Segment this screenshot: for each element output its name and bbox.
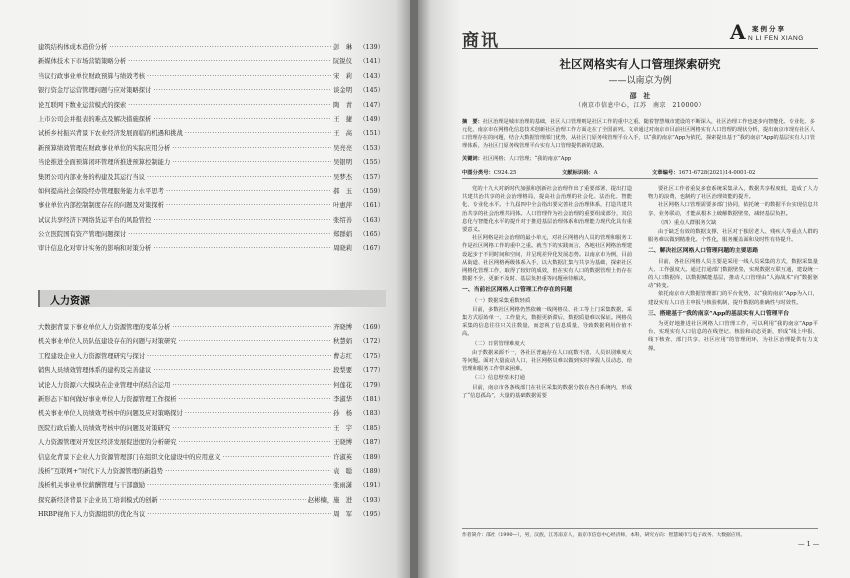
abstract-text: 社区治理是城市治理的基础，社区人口管理则是社区工作的重中之重。随着智慧城市建设的不断深入，社区治理工作也逐步向智能化、专业化、多元化，南京市在网格化信息技术创新社区治理工作方面走在了全国前列。文章通过对南京市目前社区网格实有人口管理的现状分析，提出南京市现有社区人口管理存在的问题，结合大数据管理部门优势，从社区门原务线管理平台入手，以“我的南京”App为依托，探索提出基于“我的南京”App的基层实有人口管理体系，为社区门原务线管理平台实有人口管理提供新的思路。 bbox=[462, 119, 816, 149]
toc-author: 陶 青 bbox=[333, 101, 352, 109]
toc-title: 浅析机关事业单位薪酬管理与干部激励 bbox=[38, 482, 146, 490]
toc-entry[interactable] bbox=[38, 394, 384, 408]
toc-author: 王 宇 bbox=[333, 424, 352, 432]
section-heading: 一、当前社区网格人口管理工作存在的问题 bbox=[462, 287, 573, 294]
section-title: 人力资源 bbox=[50, 296, 90, 307]
toc-page: （161） bbox=[359, 202, 384, 210]
toc-page: （139） bbox=[359, 44, 384, 51]
toc-title: 事业单位内部控制制度存在的问题及对策探析 bbox=[38, 202, 164, 210]
toc-author: 袁 聪 bbox=[333, 467, 352, 475]
body-paragraph: 目前，各社区网格人员主要是采用一线人员采集的方式，数据采集量大、工作强度大。通过打通部门数据壁垒，实现数据互联互通，建设统一的人口数据库，以数据赋能基层，推动人口管理由“人海战术”向“数据驱动”转变。 bbox=[648, 258, 818, 290]
toc-page: （147） bbox=[359, 101, 384, 109]
toc-title: 集团公司内部业务的构建及其运行当议 bbox=[38, 173, 146, 181]
toc-entry[interactable] bbox=[38, 380, 384, 394]
toc-page: （155） bbox=[359, 159, 384, 167]
toc-title: 试析乡村振兴背景下农业经济发展面临的机遇和挑战 bbox=[38, 130, 183, 138]
toc-title: 信息化背景下企业人力资源管理部门在组织文化建设中的应用意义 bbox=[38, 453, 221, 461]
subsection-heading: （三）信息壁垒未打通 bbox=[472, 375, 525, 382]
toc-title: 人力资源管理对开发区经济发展促进度的分析研究 bbox=[38, 439, 177, 447]
toc-entry[interactable] bbox=[38, 85, 384, 99]
toc-page: （181） bbox=[359, 395, 384, 403]
toc-title: HRBP视角下人力资源组织的优化当议 bbox=[38, 511, 146, 519]
toc-entry[interactable] bbox=[38, 42, 384, 56]
toc-leader bbox=[147, 73, 331, 80]
body-paragraph: 党的十九大对新时代加强和创新社会治理作出了重要部署，提出打造共建共治共享的社会治理格局，提高社会治理的社会化、法治化、智能化、专业化水平。十九届四中全会指出要完善社会治理体系，打造共建共治共享的社会治理共同体。人口管理作为社会治理的重要组成部分，其信息化与智能化水平的提升对于推进基层治理体系和治理能力现代化具有重要意义。 bbox=[462, 186, 632, 234]
body-paragraph: 目前，南京市各条线部门在社区采集的数据分散在各自系统内，形成了“信息孤岛”，大量的基础数据需要 bbox=[462, 384, 632, 399]
toc-page: （185） bbox=[359, 424, 384, 432]
logo-en: N LI FEN XIANG bbox=[748, 35, 804, 42]
toc-title: 探究新经济背景下企业员工培训模式的创新 bbox=[38, 496, 158, 504]
toc-title: 工程建设企业人力资源管理研究与探讨 bbox=[38, 352, 146, 360]
article-subtitle: ——以南京为例 bbox=[608, 76, 672, 86]
toc-leader bbox=[153, 217, 331, 224]
toc-page: （177） bbox=[359, 367, 384, 375]
toc-leader bbox=[153, 245, 331, 252]
toc-author: 吴梦杰 bbox=[333, 173, 352, 181]
toc-page: （179） bbox=[359, 381, 384, 389]
toc-author: 张绍善 bbox=[333, 216, 352, 224]
toc-author: 齐晓博 bbox=[333, 324, 352, 331]
toc-author: 段梨要 bbox=[333, 367, 352, 375]
toc-title: 上市公司会并报表的难点及解决措施探析 bbox=[38, 115, 152, 123]
toc-title: 机关事业单位人员队伍建设存在的问题与对策研究 bbox=[38, 338, 177, 346]
toc-leader bbox=[172, 159, 331, 166]
toc-page: （193） bbox=[359, 496, 384, 504]
toc-entry[interactable] bbox=[38, 423, 384, 437]
toc-leader bbox=[128, 102, 331, 109]
author-footnote: 作者简介：邵社（1990—），男，汉族，江苏南京人，南京市信息中心经济师，本科，研究方向：智慧城市与电子政务、大数据应用。 bbox=[462, 533, 746, 538]
toc-title: 大数据背景下事业单位人力资源管理的变革分析 bbox=[38, 324, 171, 331]
toc-entry[interactable] bbox=[38, 128, 384, 142]
brand-logo bbox=[730, 22, 826, 48]
toc-entry[interactable] bbox=[38, 243, 384, 257]
toc-title: 银行资金厅运营管理问题与应对策略探讨 bbox=[38, 87, 152, 95]
toc-title: 浅析“互联网+”时代下人力资源管理的新趋势 bbox=[38, 467, 164, 475]
toc-entry[interactable] bbox=[38, 215, 384, 229]
toc-entry[interactable] bbox=[38, 200, 384, 214]
abstract-label: 摘 要： bbox=[462, 119, 483, 125]
toc-leader bbox=[147, 174, 331, 181]
keywords-label: 关键词： bbox=[462, 156, 483, 162]
toc-title: 建筑结构体成本造价分析 bbox=[38, 44, 108, 51]
body-paragraph: 社区网格人口管理需要多部门协同，依托统一的数据平台实现信息共享、业务联动，才能从根本上破解数据壁垒，减轻基层负担。 bbox=[648, 202, 818, 217]
doc-code: 文献标识码：A bbox=[562, 170, 598, 176]
toc-entry[interactable] bbox=[38, 186, 384, 200]
toc-author: 宋 莉 bbox=[333, 72, 352, 80]
toc-list-top bbox=[38, 42, 384, 258]
toc-title: 试论人力资源六大模块在企业管理中的结合运用 bbox=[38, 381, 171, 389]
toc-entry[interactable] bbox=[38, 100, 384, 114]
toc-author: 郝 玉 bbox=[333, 187, 352, 195]
toc-author: 赵彬楠，施 进 bbox=[307, 496, 352, 504]
toc-title: 当议行政事业单位财政预算与绩效考核 bbox=[38, 72, 146, 80]
toc-page: （172） bbox=[359, 338, 384, 346]
toc-author: 许淑英 bbox=[333, 453, 352, 461]
toc-author: 李淑华 bbox=[333, 395, 352, 403]
toc-author: 秋慧娟 bbox=[333, 338, 352, 346]
toc-author: 吴银明 bbox=[333, 159, 352, 167]
toc-entry[interactable] bbox=[38, 322, 384, 336]
toc-entry[interactable] bbox=[38, 114, 384, 128]
toc-page: （141） bbox=[359, 58, 384, 66]
toc-author: 王 高 bbox=[333, 130, 352, 138]
toc-leader bbox=[128, 58, 331, 65]
toc-title: 机关事业单位人员绩效考核中的问题及应对策略探讨 bbox=[38, 410, 183, 418]
article-affiliation: （南京市信息中心，江苏 南京 210000） bbox=[575, 102, 705, 109]
toc-author: 孙 杨 bbox=[333, 410, 352, 418]
toc-entry[interactable] bbox=[38, 495, 384, 509]
subsection-heading: （一）数据采集重数轻质 bbox=[472, 297, 531, 304]
toc-entry[interactable] bbox=[38, 143, 384, 157]
toc-entry[interactable] bbox=[38, 172, 384, 186]
toc-page: （167） bbox=[359, 245, 384, 253]
body-paragraph: 要社区工作者重复多套系统采集录入，数据共享程度低，造成了人力物力的浪费，也制约了社区治理效能的提升。 bbox=[648, 186, 818, 201]
toc-page: （191） bbox=[359, 482, 384, 490]
toc-author: 叶惠萍 bbox=[333, 202, 352, 210]
page-number: — 1 — bbox=[798, 540, 820, 548]
left-page bbox=[0, 0, 412, 578]
logo-letter: A bbox=[730, 20, 746, 44]
toc-title: 新预算绩效管理在财政事业单位的实际应用分析 bbox=[38, 144, 171, 152]
toc-leader bbox=[160, 497, 306, 504]
toc-page: （157） bbox=[359, 173, 384, 181]
toc-entry[interactable] bbox=[38, 229, 384, 243]
body-paragraph: 依托南京市大数据管理部门的平台优势，以“我的南京”App为入口，建设实有人口自主申报与核验机制，提升数据的准确性与时效性。 bbox=[648, 291, 818, 306]
toc-author: 吴亮亮 bbox=[333, 144, 352, 152]
toc-leader bbox=[166, 202, 331, 209]
header-divider bbox=[462, 48, 818, 49]
toc-leader bbox=[179, 338, 332, 345]
keywords bbox=[462, 155, 818, 162]
toc-leader bbox=[153, 116, 331, 123]
toc-author: 彭 琳 bbox=[333, 44, 352, 51]
toc-leader bbox=[147, 511, 331, 518]
article-title: 社区网格实有人口管理探索研究 bbox=[559, 57, 721, 71]
subsection-heading: （二）日常管理难度大 bbox=[472, 340, 525, 347]
toc-title: 销售人员绩效管理体系的建构及完善建议 bbox=[38, 367, 152, 375]
subsection-heading: （四）重点人群服务欠缺 bbox=[658, 219, 717, 226]
toc-leader bbox=[128, 231, 331, 238]
meta-divider bbox=[462, 178, 818, 179]
toc-page: （145） bbox=[359, 87, 384, 95]
toc-leader bbox=[166, 188, 331, 195]
footnote-divider bbox=[462, 528, 818, 529]
toc-leader bbox=[172, 425, 331, 432]
body-paragraph: 社区网格是社会治理的最小单元，对社区网格内人员的管理和服务工作是社区网格工作的重中之重。就当下的实践而言，各地社区网格治理建设起步于不同时间和空间，并呈现差异化发展态势。以南京市为例，目前从街道、社区网格两级体系入手，以大数据汇集与共享为基础，探索社区网格化管理工作，取得了较好的成效，但在实有人口的数据管理上仍存在数据不全、更新不及时、基层负担重等问题亟待解决。 bbox=[462, 235, 632, 283]
toc-leader bbox=[179, 396, 332, 403]
toc-title: 如何提高社会保险经办管理服务能力水平思考 bbox=[38, 187, 164, 195]
toc-title: 医院行政后勤人员绩效考核中的问题及对策研究 bbox=[38, 424, 171, 432]
toc-author: 谈金明 bbox=[333, 87, 352, 95]
body-column-left bbox=[462, 185, 632, 400]
toc-title: 审计信息化对审计实务的影响和对策分析 bbox=[38, 245, 152, 253]
toc-entry[interactable] bbox=[38, 351, 384, 365]
toc-entry[interactable] bbox=[38, 408, 384, 422]
toc-leader bbox=[147, 482, 331, 489]
column-brand: 商讯 bbox=[462, 31, 500, 51]
toc-entry[interactable] bbox=[38, 365, 384, 379]
toc-page: （189） bbox=[359, 453, 384, 461]
toc-author: 阮锐仪 bbox=[333, 58, 352, 66]
toc-leader bbox=[153, 87, 331, 94]
body-column-right bbox=[648, 185, 818, 353]
toc-title: 新媒体技术下市场营销策略分析 bbox=[38, 58, 127, 66]
body-paragraph: 为更好地推进社区网格人口管理工作，可以利用“我的南京”App平台，实现实有人口信息的在线登记、核验和动态更新，形成“线上申报、线下核查、部门共享、社区应用”的管理闭环，为社区治理提供有力支撑。 bbox=[648, 321, 818, 352]
toc-title: 公立医院国有资产管理问题探讨 bbox=[38, 231, 127, 239]
toc-page: （165） bbox=[359, 231, 384, 239]
toc-page: （183） bbox=[359, 410, 384, 418]
toc-list-hr bbox=[38, 322, 384, 523]
logo-cn: 案例分享 bbox=[752, 25, 786, 33]
clc-code: 中图分类号：C924.25 bbox=[462, 170, 517, 176]
toc-page: （143） bbox=[359, 72, 384, 80]
toc-entry[interactable] bbox=[38, 452, 384, 466]
toc-leader bbox=[147, 353, 331, 360]
toc-author: 王 捷 bbox=[333, 115, 352, 123]
toc-page: （159） bbox=[359, 187, 384, 195]
toc-author: 郑群娟 bbox=[333, 231, 352, 239]
toc-entry[interactable] bbox=[38, 336, 384, 350]
toc-leader bbox=[172, 382, 331, 389]
toc-author: 张雨潇 bbox=[333, 482, 352, 490]
body-paragraph: 目前，多数社区网格仍然依赖一线网格员、社工等上门采集数据，采集方式原始单一、工作量大，数据更新滞后，数据质量难以保证。网格员采集的信息往往只关注数量，而忽视了信息质量，导致数据利用价值不高。 bbox=[462, 306, 632, 338]
article-author: 邵 社 bbox=[629, 92, 651, 100]
keywords-text: 社区网格；人口管理；“我的南京”App bbox=[482, 156, 572, 162]
toc-entry[interactable] bbox=[38, 437, 384, 451]
toc-author: 王晓博 bbox=[333, 439, 352, 447]
section-header bbox=[38, 290, 386, 307]
toc-leader bbox=[185, 130, 331, 137]
toc-leader bbox=[185, 410, 331, 417]
toc-title: 新形态下如何做好事业单位人力资源管理工作探析 bbox=[38, 395, 177, 403]
section-heading: 二、解决社区网格人口管理问题的主要思路 bbox=[648, 248, 759, 255]
toc-page: （153） bbox=[359, 144, 384, 152]
toc-author: 周晓莉 bbox=[333, 245, 352, 253]
toc-leader bbox=[153, 367, 331, 374]
toc-entry[interactable] bbox=[38, 480, 384, 494]
toc-author: 曹志红 bbox=[333, 352, 352, 360]
abstract bbox=[462, 118, 818, 150]
toc-leader bbox=[223, 454, 332, 461]
section-heading: 三、搭建基于“我的南京”App的基层实有人口管理平台 bbox=[648, 310, 790, 317]
toc-title: 当论推进全面预算闭环管理所推进预算控制能力 bbox=[38, 159, 171, 167]
toc-entry[interactable] bbox=[38, 157, 384, 171]
toc-entry[interactable] bbox=[38, 56, 384, 70]
toc-title: 试议共享经济下网络货运平台的风险管控 bbox=[38, 216, 152, 224]
right-page bbox=[418, 0, 850, 578]
toc-page: （149） bbox=[359, 115, 384, 123]
toc-entry[interactable] bbox=[38, 466, 384, 480]
toc-leader bbox=[179, 439, 332, 446]
toc-entry[interactable] bbox=[38, 71, 384, 85]
article-number: 文章编号：1671-6728(2021)14-0001-02 bbox=[652, 170, 756, 176]
toc-author: 周 军 bbox=[333, 511, 352, 519]
toc-leader bbox=[172, 324, 331, 331]
toc-leader bbox=[109, 44, 331, 51]
toc-page: （189） bbox=[359, 467, 384, 475]
toc-leader bbox=[165, 468, 331, 475]
toc-page: （187） bbox=[359, 439, 384, 447]
toc-page: （151） bbox=[359, 130, 384, 138]
toc-author: 何莲花 bbox=[333, 381, 352, 389]
toc-title: 论互联网下数业运营模式的探索 bbox=[38, 101, 127, 109]
toc-page: （195） bbox=[359, 511, 384, 519]
toc-page: （163） bbox=[359, 216, 384, 224]
toc-leader bbox=[172, 145, 331, 152]
body-paragraph: 由于数据来源不一，各社区普遍存在人口底数不清、人员识别难度大等问题。面对大量流动人口，社区网格员难以做到实时掌握人员动态，给管理和服务工作带来困难。 bbox=[462, 349, 632, 373]
toc-page: （169） bbox=[359, 324, 384, 331]
body-paragraph: 由于缺乏有效的数据支撑，社区对于独居老人、残疾人等重点人群的服务难以做到精准化、个性化，服务覆盖面和及时性有待提升。 bbox=[648, 229, 818, 244]
toc-page: （175） bbox=[359, 352, 384, 360]
toc-entry[interactable] bbox=[38, 509, 384, 523]
